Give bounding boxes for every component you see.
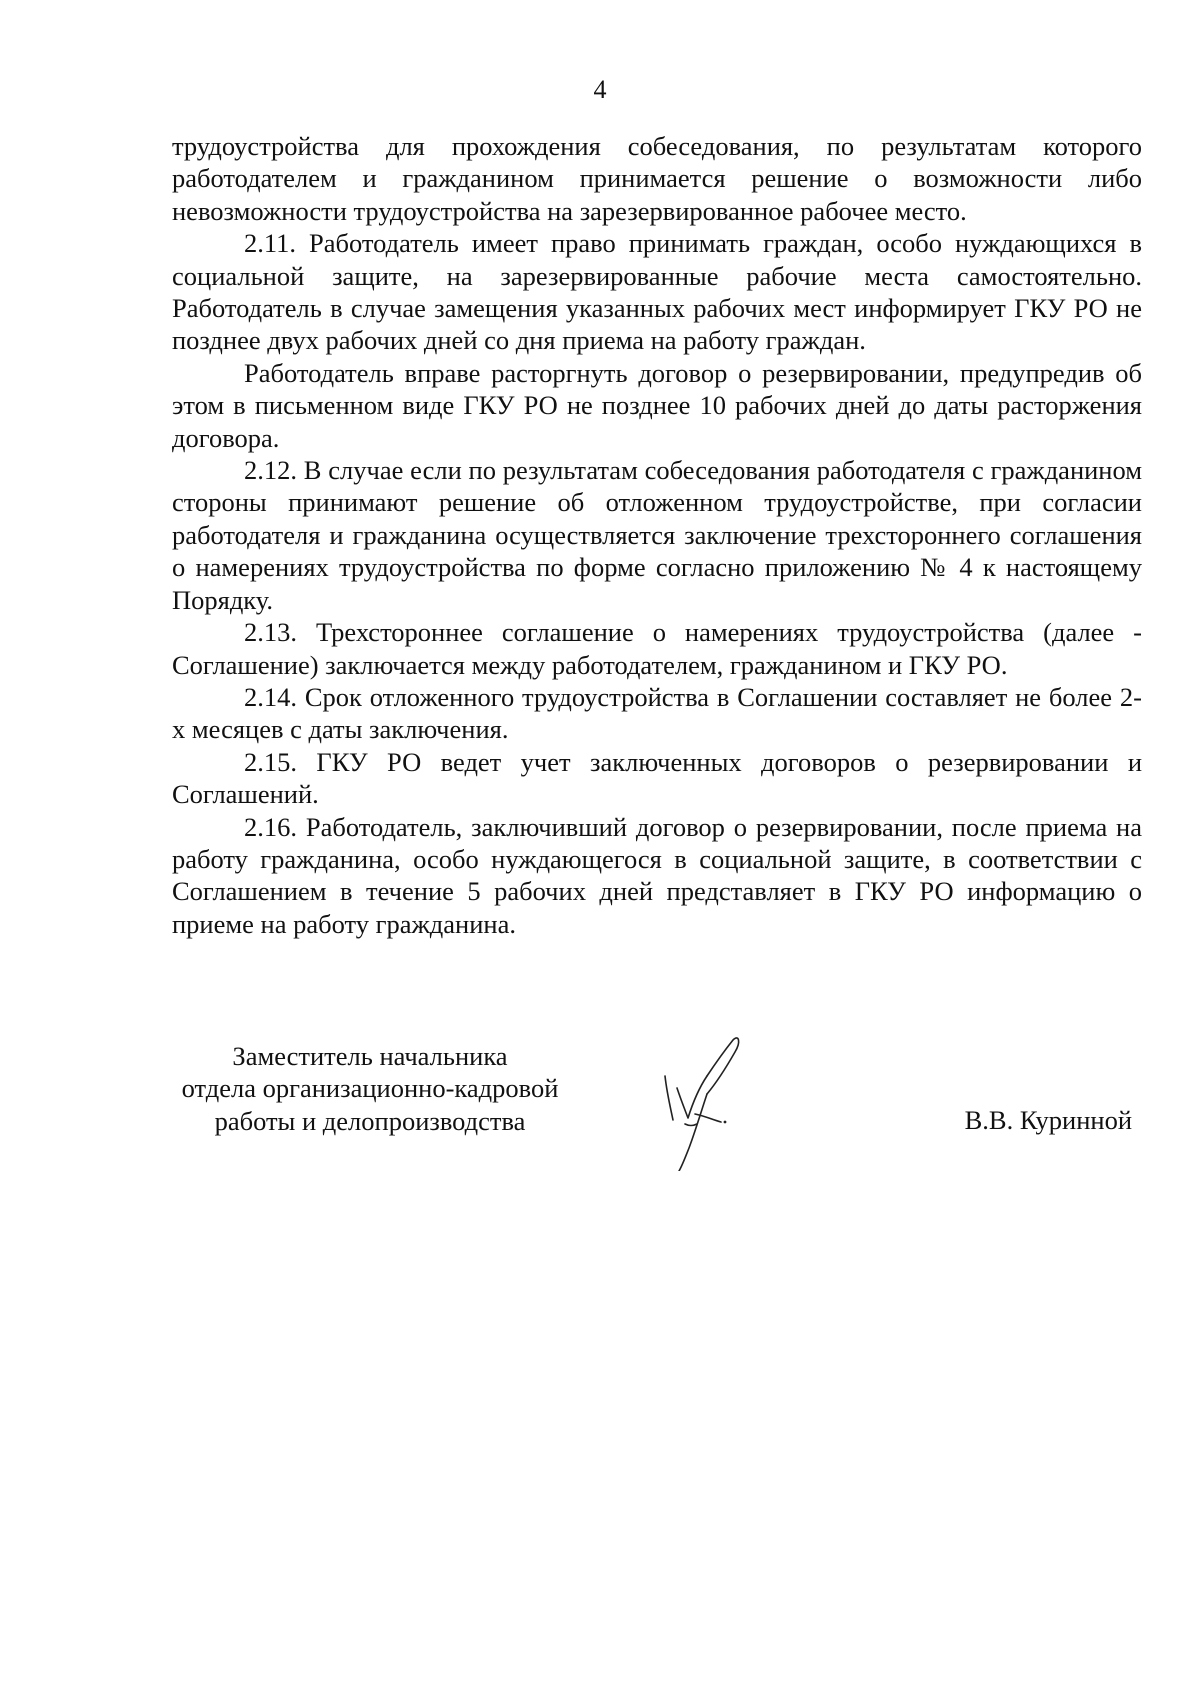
handwritten-signature [655,1036,765,1171]
paragraph-2-13: 2.13. Трехстороннее соглашение о намерениях трудоустройства (далее - Соглашение) заключается между работодателем, гражданином и ГКУ РО. [172,617,1142,680]
paragraph-2-16: 2.16. Работодатель, заключивший договор о резервировании, после приема на работу гражданина, особо нуждающегося в социальной защите, в соответствии с Соглашением в течение 5 рабочих дней представляет в ГКУ РО информацию о приеме на работу гражданина. [172,811,1142,939]
paragraph-continuation: трудоустройства для прохождения собеседования, по результатам которого работодателем и гражданином принимается решение о возможности либо невозможности трудоустройства на зарезервированное рабочее место. [172,131,1142,226]
paragraph-2-12: 2.12. В случае если по результатам собеседования работодателя с гражданином стороны принимают решение об отложенном трудоустройстве, при согласии работодателя и гражданина осуществляется заключение трехстороннего соглашения о намерениях трудоустройства по форме согласно приложению № 4 к настоящему Порядку. [172,455,1142,615]
paragraph-2-11: 2.11. Работодатель имеет право принимать граждан, особо нуждающихся в социальной защите, на зарезервированные рабочие места самостоятельно. Работодатель в случае замещения указанных рабочих мест информирует ГКУ РО не позднее двух рабочих дней со дня приема на работу граждан. [172,228,1142,356]
signatory-position-line: работы и делопроизводства [214,1105,526,1136]
paragraph-termination: Работодатель вправе расторгнуть договор о резервировании, предупредив об этом в письменном виде ГКУ РО не позднее 10 рабочих дней до даты расторжения договора. [172,357,1142,453]
signatory-position-line: Заместитель начальника [232,1041,508,1071]
signatory-position [160,1040,580,1137]
document-body [172,130,1142,940]
paragraph-2-14: 2.14. Срок отложенного трудоустройства в Соглашении составляет не более 2-х месяцев с даты заключения. [172,681,1142,745]
signatory-position-line: отдела организационно-кадровой [181,1073,559,1104]
page-number: 4 [593,75,607,104]
signatory-name: В.В. Куринной [964,1105,1132,1135]
paragraph-2-15: 2.15. ГКУ РО ведет учет заключенных договоров о резервировании и Соглашений. [172,746,1142,810]
